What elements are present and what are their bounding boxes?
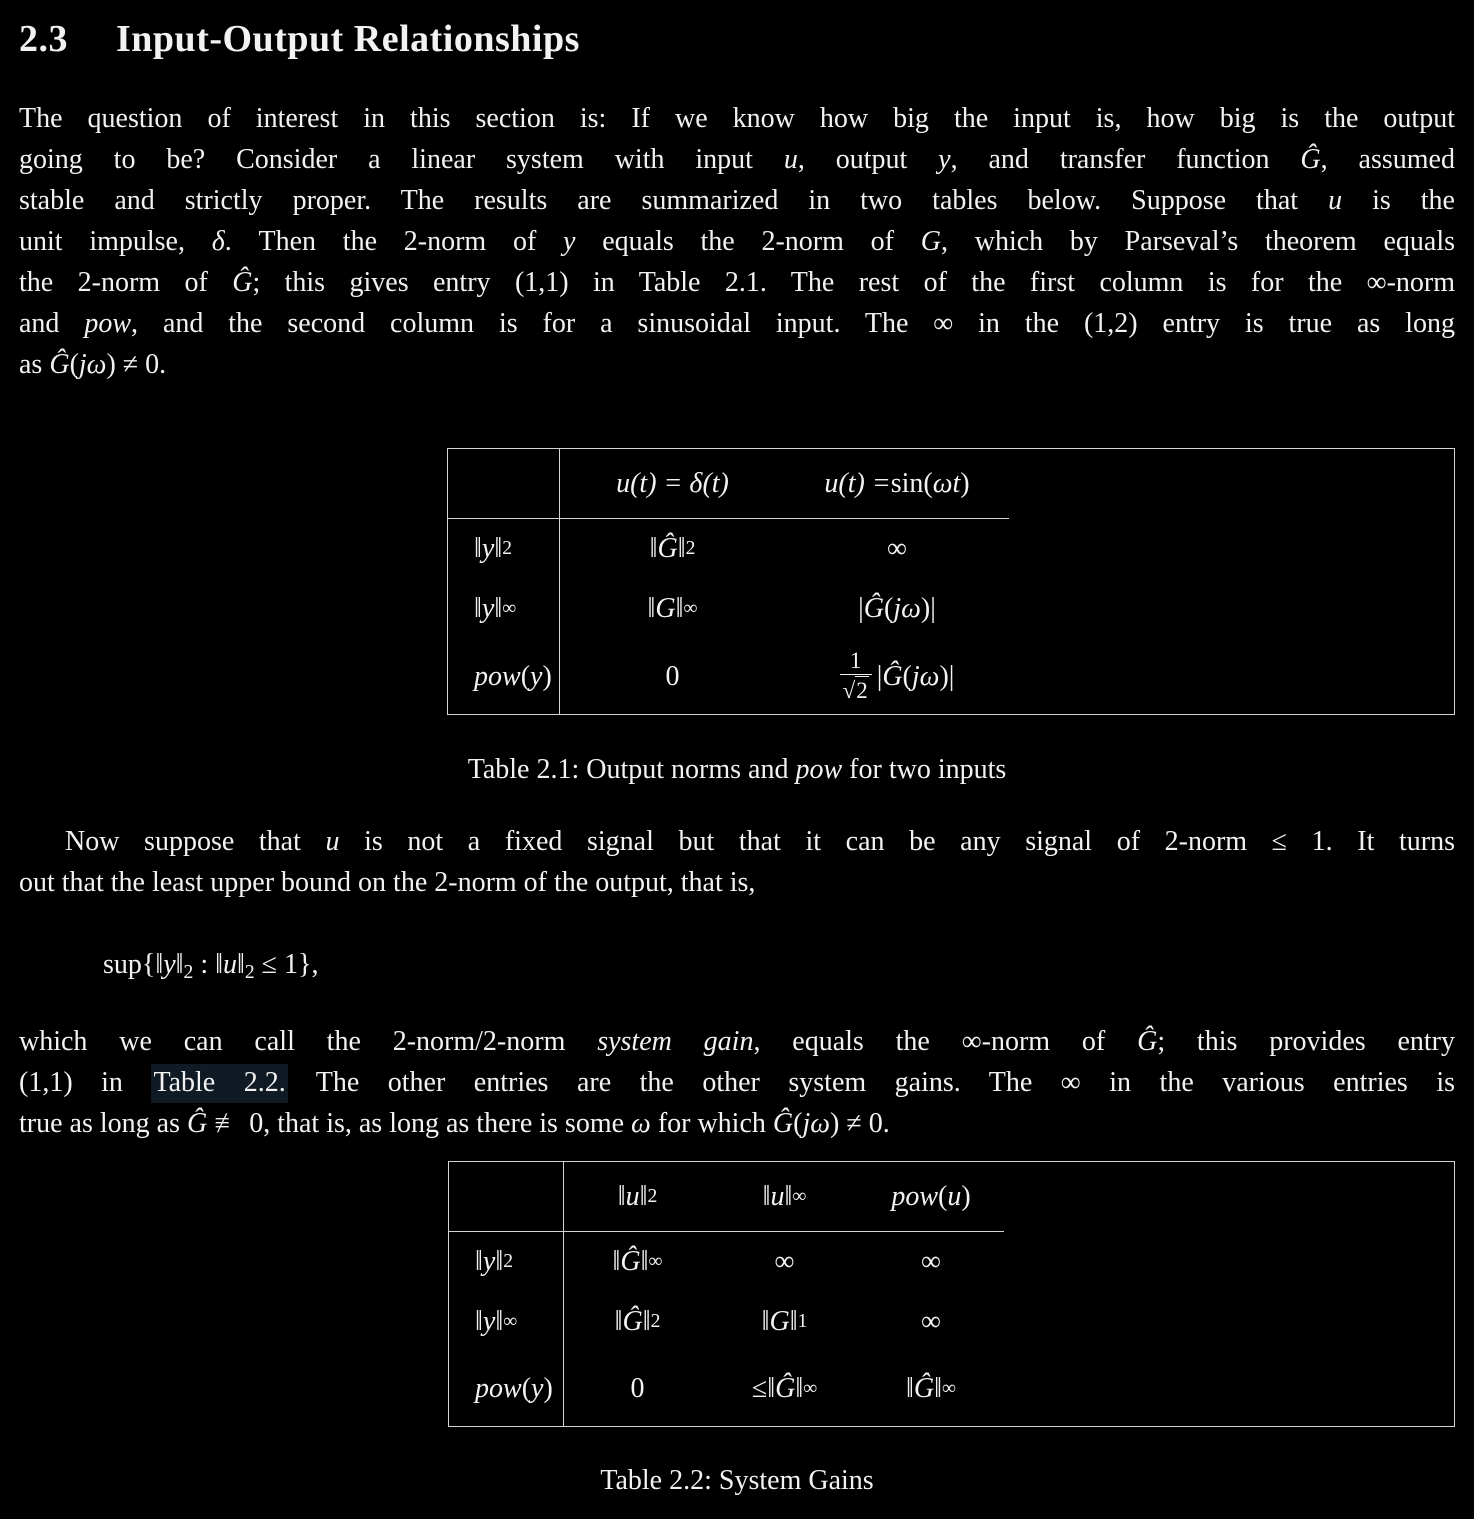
table-2-2-caption (19, 1460, 1455, 1501)
text-segment: ‖ (647, 593, 656, 624)
text-segment: ‖ (677, 533, 686, 564)
text-segment: ‖ (617, 1180, 626, 1212)
text-segment: Ĝ (620, 1246, 641, 1277)
text-segment: ) ≠ 0. (106, 349, 167, 380)
text-segment: true as long as (19, 1108, 187, 1139)
text-segment: y (481, 593, 495, 624)
text-segment: as (19, 349, 50, 380)
text-segment: , assumed (1320, 144, 1455, 175)
text-segment: Table 2.1: Output norms and (467, 754, 796, 785)
table-cell: ‖ Ĝ ‖ ∞ (906, 1373, 956, 1404)
text-segment: u (325, 826, 340, 857)
text-segment: G (920, 226, 941, 257)
column-header: ‖ u ‖ 2 (564, 1162, 711, 1232)
text-segment: . Then the 2-norm of (224, 226, 564, 257)
text-segment: system gain (597, 1026, 754, 1057)
text-segment: the 2-norm of (19, 267, 233, 298)
text-segment: , which by Parseval’s theorem equals (940, 226, 1455, 257)
table-2-2-link[interactable]: Table 2.2. (151, 1064, 287, 1103)
text-segment: u (783, 144, 798, 175)
text-segment: )| (939, 660, 955, 692)
text-segment: )| (920, 593, 936, 624)
text-segment: ‖ (649, 533, 658, 564)
text-segment: pow (474, 660, 521, 692)
text-segment: , equals the ∞-norm of (753, 1026, 1138, 1057)
text-segment: 0 (665, 660, 680, 692)
text-segment: ω (631, 1108, 651, 1139)
text-segment: jω (802, 1108, 831, 1139)
text-segment: ≤ (751, 1373, 768, 1404)
text-segment: y (163, 949, 176, 980)
text-segment: going to be? Consider a linear system with input (19, 144, 784, 175)
text-segment: ‖ (494, 533, 503, 564)
section-number: 2.3 (19, 18, 68, 60)
text-segment: ‖ (612, 1246, 621, 1277)
text-segment: y (482, 1306, 496, 1337)
text-segment: Ĝ (186, 1108, 208, 1139)
text-segment: pow (475, 1373, 522, 1404)
text-segment: ) ≠ 0. (830, 1108, 890, 1139)
text-segment: Ĝ (49, 349, 70, 380)
paragraph-3 (19, 1021, 1455, 1144)
text-segment: for which (650, 1108, 773, 1139)
table-cell: ≤ ‖ Ĝ ‖ ∞ (751, 1373, 818, 1404)
text-segment: Ĝ (882, 660, 903, 692)
text-segment: ∞ (921, 1246, 941, 1277)
text-segment: Ĝ (772, 1108, 794, 1139)
text-segment: ( (902, 660, 912, 692)
text-segment: ‖ (784, 1180, 793, 1212)
text-segment: ‖ (642, 1306, 651, 1337)
radicand: 2 (855, 676, 868, 706)
text-line (19, 180, 1455, 221)
text-segment: ‖ (934, 1373, 942, 1404)
text-segment: ‖ (236, 949, 245, 980)
text-segment: , output (797, 144, 939, 175)
text-segment: jω (78, 349, 107, 380)
text-segment: | (876, 660, 883, 692)
table-cell (785, 579, 1009, 639)
column-header (858, 1162, 1004, 1232)
text-line (19, 303, 1455, 344)
table-corner-cell (449, 1162, 564, 1232)
column-header (560, 449, 785, 519)
text-segment: G (655, 593, 676, 624)
text-line (19, 862, 1455, 903)
text-segment: pow (795, 754, 843, 785)
paragraph-1 (19, 98, 1455, 385)
row-header (448, 639, 560, 714)
text-segment: Ĝ (657, 533, 678, 564)
text-segment: 2 (183, 961, 194, 983)
text-segment: ‖ (495, 1306, 504, 1337)
text-segment: pow (891, 1180, 939, 1212)
text-segment: ‖ (495, 1246, 504, 1277)
text-segment: , and transfer function (950, 144, 1301, 175)
text-segment: ≢ 0, that is, as long as there is some (207, 1108, 632, 1139)
text-segment: sin( (890, 467, 933, 499)
text-segment: Ĝ (913, 1373, 935, 1404)
text-segment: ‖ (675, 593, 684, 624)
text-segment: The question of interest in this section is: If we know how big the input is, how big is the output (19, 103, 1455, 134)
text-segment: ‖ (640, 1246, 649, 1277)
text-segment: , and the second column is for a sinusoidal input. The ∞ in the (1,2) entry is true as long (131, 308, 1455, 339)
column-header (785, 449, 1009, 519)
text-segment: Ĝ (775, 1373, 796, 1404)
text-segment: ∞ (774, 1246, 795, 1277)
text-segment: ; this provides entry (1157, 1026, 1456, 1057)
text-segment: Ĝ (863, 593, 884, 624)
row-header: ‖ y ‖ ∞ (448, 579, 560, 639)
text-line (19, 821, 1455, 862)
text-segment: ∞ (921, 1306, 941, 1337)
text-segment: u (1328, 185, 1343, 216)
text-segment: u (770, 1180, 785, 1212)
text-segment: Ĝ (622, 1306, 643, 1337)
table-cell (858, 1232, 1004, 1292)
table-cell (785, 519, 1009, 579)
table-corner-cell (448, 449, 560, 519)
row-header: ‖ y ‖ ∞ (449, 1292, 564, 1352)
text-segment: Table 2.2: System Gains (600, 1465, 874, 1496)
text-segment: ( (938, 1180, 948, 1212)
text-segment: The other entries are the other system gains. The ∞ in the various entries is (287, 1067, 1455, 1098)
text-segment: ) (961, 1180, 971, 1212)
text-segment: jω (911, 660, 940, 692)
text-segment: ( (521, 1373, 532, 1404)
table-cell (858, 1292, 1004, 1352)
text-segment: and (19, 308, 85, 339)
text-segment: ωt (932, 467, 961, 499)
fraction-denominator (840, 674, 872, 706)
text-segment: ‖ (475, 1246, 483, 1277)
text-segment: ∞ (887, 533, 907, 564)
text-segment: Ĝ (1300, 144, 1321, 175)
section-title: Input-Output Relationships (116, 18, 580, 60)
formula-sup-norm (19, 944, 1455, 985)
table-cell: ‖ G ‖ 1 (761, 1306, 808, 1337)
row-header: ‖ y ‖ 2 (448, 519, 560, 579)
text-segment: 2 (244, 961, 255, 983)
text-segment: pow (84, 308, 132, 339)
system-gains-table (448, 1161, 1455, 1427)
row-header: ‖ y ‖ 2 (449, 1232, 564, 1292)
text-segment: 0 (630, 1373, 645, 1404)
fraction-numerator: 1 (849, 647, 862, 673)
fraction-trailing-term (877, 661, 955, 693)
paragraph-2 (19, 821, 1455, 903)
text-segment: u (625, 1180, 640, 1212)
text-segment: ( (793, 1108, 803, 1139)
table-cell: ‖ G ‖ ∞ (647, 593, 698, 624)
text-segment: G (769, 1306, 790, 1337)
text-segment: stable and strictly proper. The results are summarized in two tables below. Suppose that (19, 185, 1329, 216)
text-segment: ‖ (494, 593, 503, 624)
text-segment: y (482, 1246, 496, 1277)
text-line (19, 344, 1455, 385)
text-segment: | (858, 593, 864, 624)
table-cell: ‖ Ĝ ‖ 2 (649, 533, 696, 564)
text-segment: ) (960, 467, 970, 499)
table-cell: ‖ Ĝ ‖ 2 (614, 1306, 661, 1337)
text-line (19, 221, 1455, 262)
table-cell (711, 1232, 858, 1292)
text-segment: ) (543, 1373, 553, 1404)
text-segment: for two inputs (842, 754, 1007, 785)
text-segment: ‖ (789, 1306, 798, 1337)
text-segment: : (193, 949, 216, 980)
text-segment: ‖ (795, 1373, 804, 1404)
text-line (19, 1062, 1455, 1103)
text-segment: Now suppose that (65, 826, 326, 857)
sqrt-sign: √ (842, 678, 856, 704)
output-norms-table (447, 448, 1455, 715)
table-cell-fraction (785, 639, 1009, 714)
text-segment: y (530, 660, 543, 692)
table-cell: ‖ Ĝ ‖ ∞ (612, 1246, 663, 1277)
column-header: ‖ u ‖ ∞ (711, 1162, 858, 1232)
text-segment: ‖ (215, 949, 223, 980)
text-segment: y (481, 533, 495, 564)
text-line (19, 1021, 1455, 1062)
text-line (19, 262, 1455, 303)
text-segment: is the (1342, 185, 1455, 216)
text-segment: ‖ (175, 949, 184, 980)
text-segment: u(t) = (824, 467, 891, 499)
text-segment: ‖ (639, 1180, 648, 1212)
text-line (19, 139, 1455, 180)
text-segment: ‖ (767, 1373, 776, 1404)
text-segment: y (563, 226, 576, 257)
text-segment: ‖ (761, 1306, 770, 1337)
table-2-1-caption (19, 749, 1455, 790)
text-segment: which we can call the 2-norm/2-norm (19, 1026, 598, 1057)
text-segment: Ĝ (232, 267, 253, 298)
text-segment: ≤ 1}, (254, 949, 319, 980)
text-segment: equals the 2-norm of (575, 226, 921, 257)
text-segment: u(t) = δ(t) (616, 467, 729, 499)
text-segment: jω (893, 593, 921, 624)
text-segment: u (947, 1180, 962, 1212)
text-segment: δ (211, 226, 225, 257)
text-segment: ( (520, 660, 531, 692)
text-segment: y (938, 144, 951, 175)
text-segment: sup{ (103, 949, 156, 980)
text-segment: out that the least upper bound on the 2-norm of the output, that is, (19, 867, 756, 898)
text-segment: ‖ (155, 949, 164, 980)
text-segment: (1,1) in (19, 1067, 152, 1098)
text-segment: unit impulse, (19, 226, 212, 257)
text-segment: ( (69, 349, 79, 380)
text-segment: u (222, 949, 237, 980)
text-segment: ‖ (474, 593, 482, 624)
text-line (19, 1103, 1455, 1144)
text-segment: ‖ (906, 1373, 914, 1404)
table-cell (564, 1352, 711, 1426)
text-segment: ‖ (614, 1306, 623, 1337)
text-segment: ‖ (475, 1306, 483, 1337)
text-segment: ) (542, 660, 552, 692)
text-segment: Ĝ (1137, 1026, 1158, 1057)
text-segment: y (531, 1373, 544, 1404)
table-cell (560, 639, 785, 714)
text-segment: ‖ (474, 533, 482, 564)
text-segment: ( (884, 593, 894, 624)
text-segment: is not a fixed signal but that it can be any signal of 2-norm ≤ 1. It turns (339, 826, 1455, 857)
row-header (449, 1352, 564, 1426)
text-line (19, 98, 1455, 139)
section-heading (19, 14, 1455, 64)
text-segment: ; this gives entry (1,1) in Table 2.1. The rest of the first column is for the ∞-norm (252, 267, 1455, 298)
fraction (840, 647, 872, 706)
text-segment: ‖ (762, 1180, 771, 1212)
